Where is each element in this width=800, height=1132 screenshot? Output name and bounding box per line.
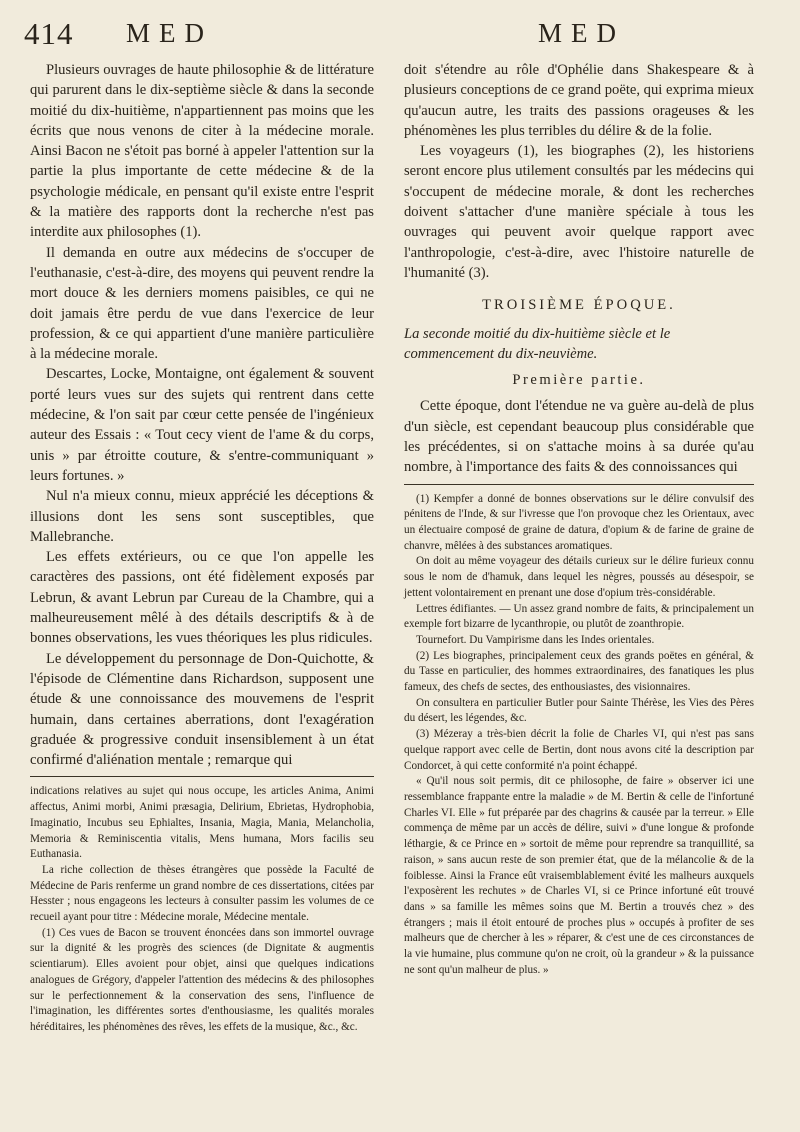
page-header [0,12,800,52]
footnote-kempfer: (1) Kempfer a donné de bonnes observations sur le délire convulsif des pénitens de l'Inde, & sur l'ivresse que l'on provoque chez les Orientaux, avec un électuaire composé de graine de datura, d'opium & de farine de graine de chanvre, mêlées à des substances aromatiques. [404,492,754,552]
footnote-biographes: (2) Les biographes, principalement ceux des grands poëtes en général, & du Tasse en particulier, des hommes extraordinaires, des fanatiques les plus fameux, des chefs de sectes, des enthousiastes, des visionnaires. [404,649,754,694]
right-column [404,60,754,978]
paragraph-euthanasia: Il demanda en outre aux médecins de s'occuper de l'euthanasie, c'est-à-dire, des moyens qui peuvent rendre la mort douce & les derniers momens paisibles, ce qui ne doit jamais être perdu de vue dans l'exercice de leur profession, & ce qui appartient d'une manière particulière à la médecine morale. [30,244,374,363]
left-column [30,60,374,1036]
paragraph-descartes: Descartes, Locke, Montaigne, ont également & souvent porté leurs vues sur des sujets qui rentrent dans cette médecine, & l'on sait par cœur cette pensée de l'ingénieux auteur des Essais : « Tout cecy vient de l'ame & du corps, unis » par étroitte couture, & s'entre-communiquant » leurs fortunes. » [30,366,374,484]
paragraph-epoque: Cette époque, dont l'étendue ne va guère au-delà de plus d'un siècle, est cependant beaucoup plus considérable que les précédentes, si on s'attache moins à sa durée qu'au nombre, à l'importance des faits & des connoissances qui [404,398,754,476]
paragraph-voyageurs: Les voyageurs (1), les biographes (2), les historiens seront encore plus utilement consultés par les médecins qui s'occupent de médecine morale, & dont les recherches doivent s'attacher d'une manière spéciale à tous les ouvrages qui peuvent avoir quelque rapport avec l'anthropologie, c'est-à-dire, avec l'histoire naturelle de l'humanité (3). [404,143,754,281]
left-footnotes [30,784,374,1035]
footnote-divider-right [404,484,754,485]
paragraph-ophelie: doit s'étendre au rôle d'Ophélie dans Shakespeare & à plusieurs conceptions de ce grand poëte, qui exprima mieux qu'aucun autre, les traits des passions orageuses & les phénomènes les plus terribles du délire & de la folie. [404,62,754,139]
left-main-text [30,60,374,770]
paragraph-don-quichotte: Le développement du personnage de Don-Quichotte, & l'épisode de Clémentine dans Richardson, supposent une étude & une connoissance des mouvemens de l'esprit humain, dans certaines aberrations, dont l'exagération graduée & progressive conduit insensiblement à un état confirmé d'aliénation mentale ; remarque qui [30,650,374,769]
footnote-butler: On consultera en particulier Butler pour Sainte Thérèse, les Vies des Pères du désert, les légendes, &c. [404,696,754,725]
footnote-condorcet-quote: « Qu'il nous soit permis, dit ce philosophe, de faire » observer ici une ressemblance frappante entre la maladie » de M. Bertin & celle de l'infortuné Charles VI. Elle » fut préparée par des chagrins & causée par la terreur. » Elle commença de même par un accès de délire, suivi » d'une longue & profonde léthargie, & ce Prince en » sortoit de même pour reprendre sa tranquillité, sa raison, » sans aucun reste de son premier état, que de la mélancolie & de la foiblesse. Ainsi la France eût vraisemblablement évité les malheurs auxquels l'exposèrent les rechutes » de Charles VI, si ce Prince infortuné eût trouvé dans » sa famille les mêmes soins que M. Bertin a trouvés chez » des étrangers ; mais il étoit entouré de proches plus » occupés à profiter de ses malheurs que de chercher à les » réparer, & c'est une de ces circonstances de la vie humaine, plus commune qu'on ne croit, où la grandeur » & la puissance ne sont qu'un malheur de plus. » [404,775,754,976]
page-number: 414 [24,16,74,51]
part-heading: Première partie. [512,372,646,389]
right-footnotes [404,492,754,979]
footnote-theses: La riche collection de thèses étrangères que possède la Faculté de Médecine de Paris renferme un grand nombre de ces dissertations, citées par Hesster ; nous engageons les lecteurs à consulter passim les volumes de ce recueil ayant pour titre : Médecine morale, Médecine mentale. [30,863,374,924]
paragraph-mallebranche: Nul n'a mieux connu, mieux apprécié les déceptions & illusions dont les sens sont susceptibles, que Mallebranche. [30,488,374,545]
section-heading: TROISIÈME ÉPOQUE. [482,297,676,314]
footnote-divider-left [30,776,374,777]
section-subtitle: La seconde moitié du dix-huitième siècle et le commencement du dix-neuvième. [404,325,671,362]
running-head-right: MED [538,18,625,48]
footnote-lettres: Lettres édifiantes. — Un assez grand nombre de faits, & principalement un exemple fort bizarre de lycanthropie, ou plutôt de zoanthropie. [404,602,754,631]
footnote-mezeray: (3) Mézeray a très-bien décrit la folie de Charles VI, qui n'est pas sans quelque rapport avec celle de Bertin, dont nous avons cité la description par Condorcet, à qui cette conformité n'a point échappé. [404,728,754,772]
paragraph-bacon: Plusieurs ouvrages de haute philosophie & de littérature qui parurent dans le dix-septième siècle & dans la seconde moitié du dix-huitième, n'appartiennent pas moins que les écrits que nous venons de citer à la médecine morale. Ainsi Bacon ne s'étoit pas borné à appeler l'attention sur la partie la plus importante de cette médecine & de la psychologie médicale, en pensant qu'il existe entre l'esprit & la matière des rapports dont la recherche n'est pas interdite aux philosophes (1). [30,62,374,241]
footnote-bacon: (1) Ces vues de Bacon se trouvent énoncées dans son immortel ouvrage sur la dignité & les progrès des sciences (de Dignitate & augmentis scientiarum). Elles avoient pour objet, ainsi que quelques indications analogues de Grégory, d'appeler l'attention des médecins & des philosophes sur le perfectionnement & la conservation des sens, l'influence de l'imagination, les différentes sortes d'enthousiasme, les qualités morales héréditaires, les phénomènes des rêves, les effets de la musique, &c., &c. [30,926,374,1033]
footnote-continued: indications relatives au sujet qui nous occupe, les articles Anima, Animi affectus, Animi morbi, Animi præsagia, Delirium, Ebrietas, Hydrophobia, Imaginatio, Incubus seu Ephialtes, Insania, Magia, Mania, Melancholia, Memoria & Reminiscentia vitalis, Mens humana, Mors facilis seu Euthanasia. [30,785,374,861]
running-head-left: MED [126,18,213,48]
footnote-tournefort: Tournefort. Du Vampirisme dans les Indes orientales. [416,633,655,646]
paragraph-passions: Les effets extérieurs, ou ce que l'on appelle les caractères des passions, ont été fidèlement exposés par Lebrun, & avant Lebrun par Cureau de la Chambre, qui a malheureusement mêlé à des détails descriptifs & à de bonnes observations, les vues théoriques les plus ridicules. [30,549,374,647]
footnote-hamuk: On doit au même voyageur des détails curieux sur le délire furieux connu sous le nom de d'hamuk, dans lequel les nègres, poussés au désespoir, se jettent volontairement en prenant une dose d'opium très-considérable. [404,555,754,599]
right-main-text [404,60,754,478]
